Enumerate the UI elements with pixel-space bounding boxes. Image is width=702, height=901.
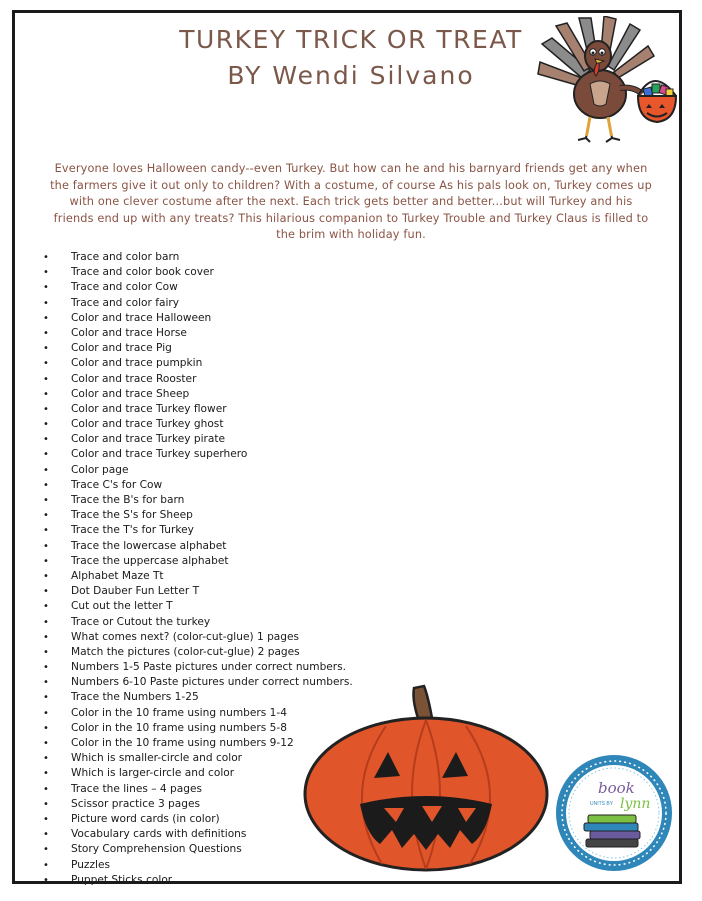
list-item: • Numbers 6-10 Paste pictures under correct numbers.: [38, 675, 353, 690]
logo-word-book: book: [598, 779, 635, 797]
list-item: • Trace and color book cover: [38, 265, 353, 280]
list-item: • Color and trace Pig: [38, 341, 353, 356]
title-line-1: TURKEY TRICK OR TREAT: [179, 25, 523, 54]
list-item: • Color and trace Turkey flower: [38, 402, 353, 417]
list-item: • Color and trace Turkey pirate: [38, 432, 353, 447]
title-line-2: BY Wendi Silvano: [227, 61, 475, 90]
list-item: • Trace the T's for Turkey: [38, 523, 353, 538]
list-item: • Trace the Numbers 1-25: [38, 690, 353, 705]
list-item: • Trace the lowercase alphabet: [38, 539, 353, 554]
list-item: • Scissor practice 3 pages: [38, 797, 353, 812]
logo-word-units: UNITS BY: [590, 801, 614, 807]
list-item: • Color and trace Horse: [38, 326, 353, 341]
list-item: • Color and trace pumpkin: [38, 356, 353, 371]
turkey-trick-or-treat-illustration: [534, 16, 686, 146]
list-item: • Color page: [38, 463, 353, 478]
list-item: • Vocabulary cards with definitions: [38, 827, 353, 842]
list-item: • Color in the 10 frame using numbers 1-4: [38, 706, 353, 721]
list-item: • Color and trace Sheep: [38, 387, 353, 402]
book-description: Everyone loves Halloween candy--even Turkey. But how can he and his barnyard friends get any when the farmers give it out only to children? With a costume, of course As his pals look on, Turkey comes up with one clever costume after the next. Each trick gets better and better...but will Turkey and his friends end up with any treats? This hilarious companion to Turkey Trouble and Turkey Claus is filled to the brim with holiday fun.: [50, 162, 652, 241]
list-item: • Match the pictures (color-cut-glue) 2 pages: [38, 645, 353, 660]
list-item: • Trace the S's for Sheep: [38, 508, 353, 523]
list-item: • Trace and color fairy: [38, 296, 353, 311]
list-item: • Trace and color barn: [38, 250, 353, 265]
list-item: • Color and trace Turkey ghost: [38, 417, 353, 432]
list-item: • Numbers 1-5 Paste pictures under correct numbers.: [38, 660, 353, 675]
list-item: • Trace or Cutout the turkey: [38, 615, 353, 630]
list-item: • Color in the 10 frame using numbers 5-8: [38, 721, 353, 736]
list-item: • Alphabet Maze Tt: [38, 569, 353, 584]
list-item: • Color in the 10 frame using numbers 9-12: [38, 736, 353, 751]
list-item: • Trace the uppercase alphabet: [38, 554, 353, 569]
list-item: • Trace the lines – 4 pages: [38, 782, 353, 797]
list-item: • Trace C's for Cow: [38, 478, 353, 493]
list-item: • Trace and color Cow: [38, 280, 353, 295]
list-item: • Cut out the letter T: [38, 599, 353, 614]
list-item: • Picture word cards (in color): [38, 812, 353, 827]
list-item: • Color and trace Turkey superhero: [38, 447, 353, 462]
list-item: • Puppet Sticks color: [38, 873, 353, 888]
list-item: • Which is smaller-circle and color: [38, 751, 353, 766]
list-item: • Dot Dauber Fun Letter T: [38, 584, 353, 599]
list-item: • Story Comprehension Questions: [38, 842, 353, 857]
list-item: • Trace the B's for barn: [38, 493, 353, 508]
logo-word-lynn: lynn: [620, 796, 651, 812]
list-item: • Puzzles: [38, 858, 353, 873]
list-item: • Which is larger-circle and color: [38, 766, 353, 781]
list-item: • What comes next? (color-cut-glue) 1 pages: [38, 630, 353, 645]
list-item: • Color and trace Rooster: [38, 372, 353, 387]
book-units-by-lynn-logo: [554, 753, 674, 873]
pumpkin-illustration: [300, 684, 552, 874]
list-item: • Color and trace Halloween: [38, 311, 353, 326]
